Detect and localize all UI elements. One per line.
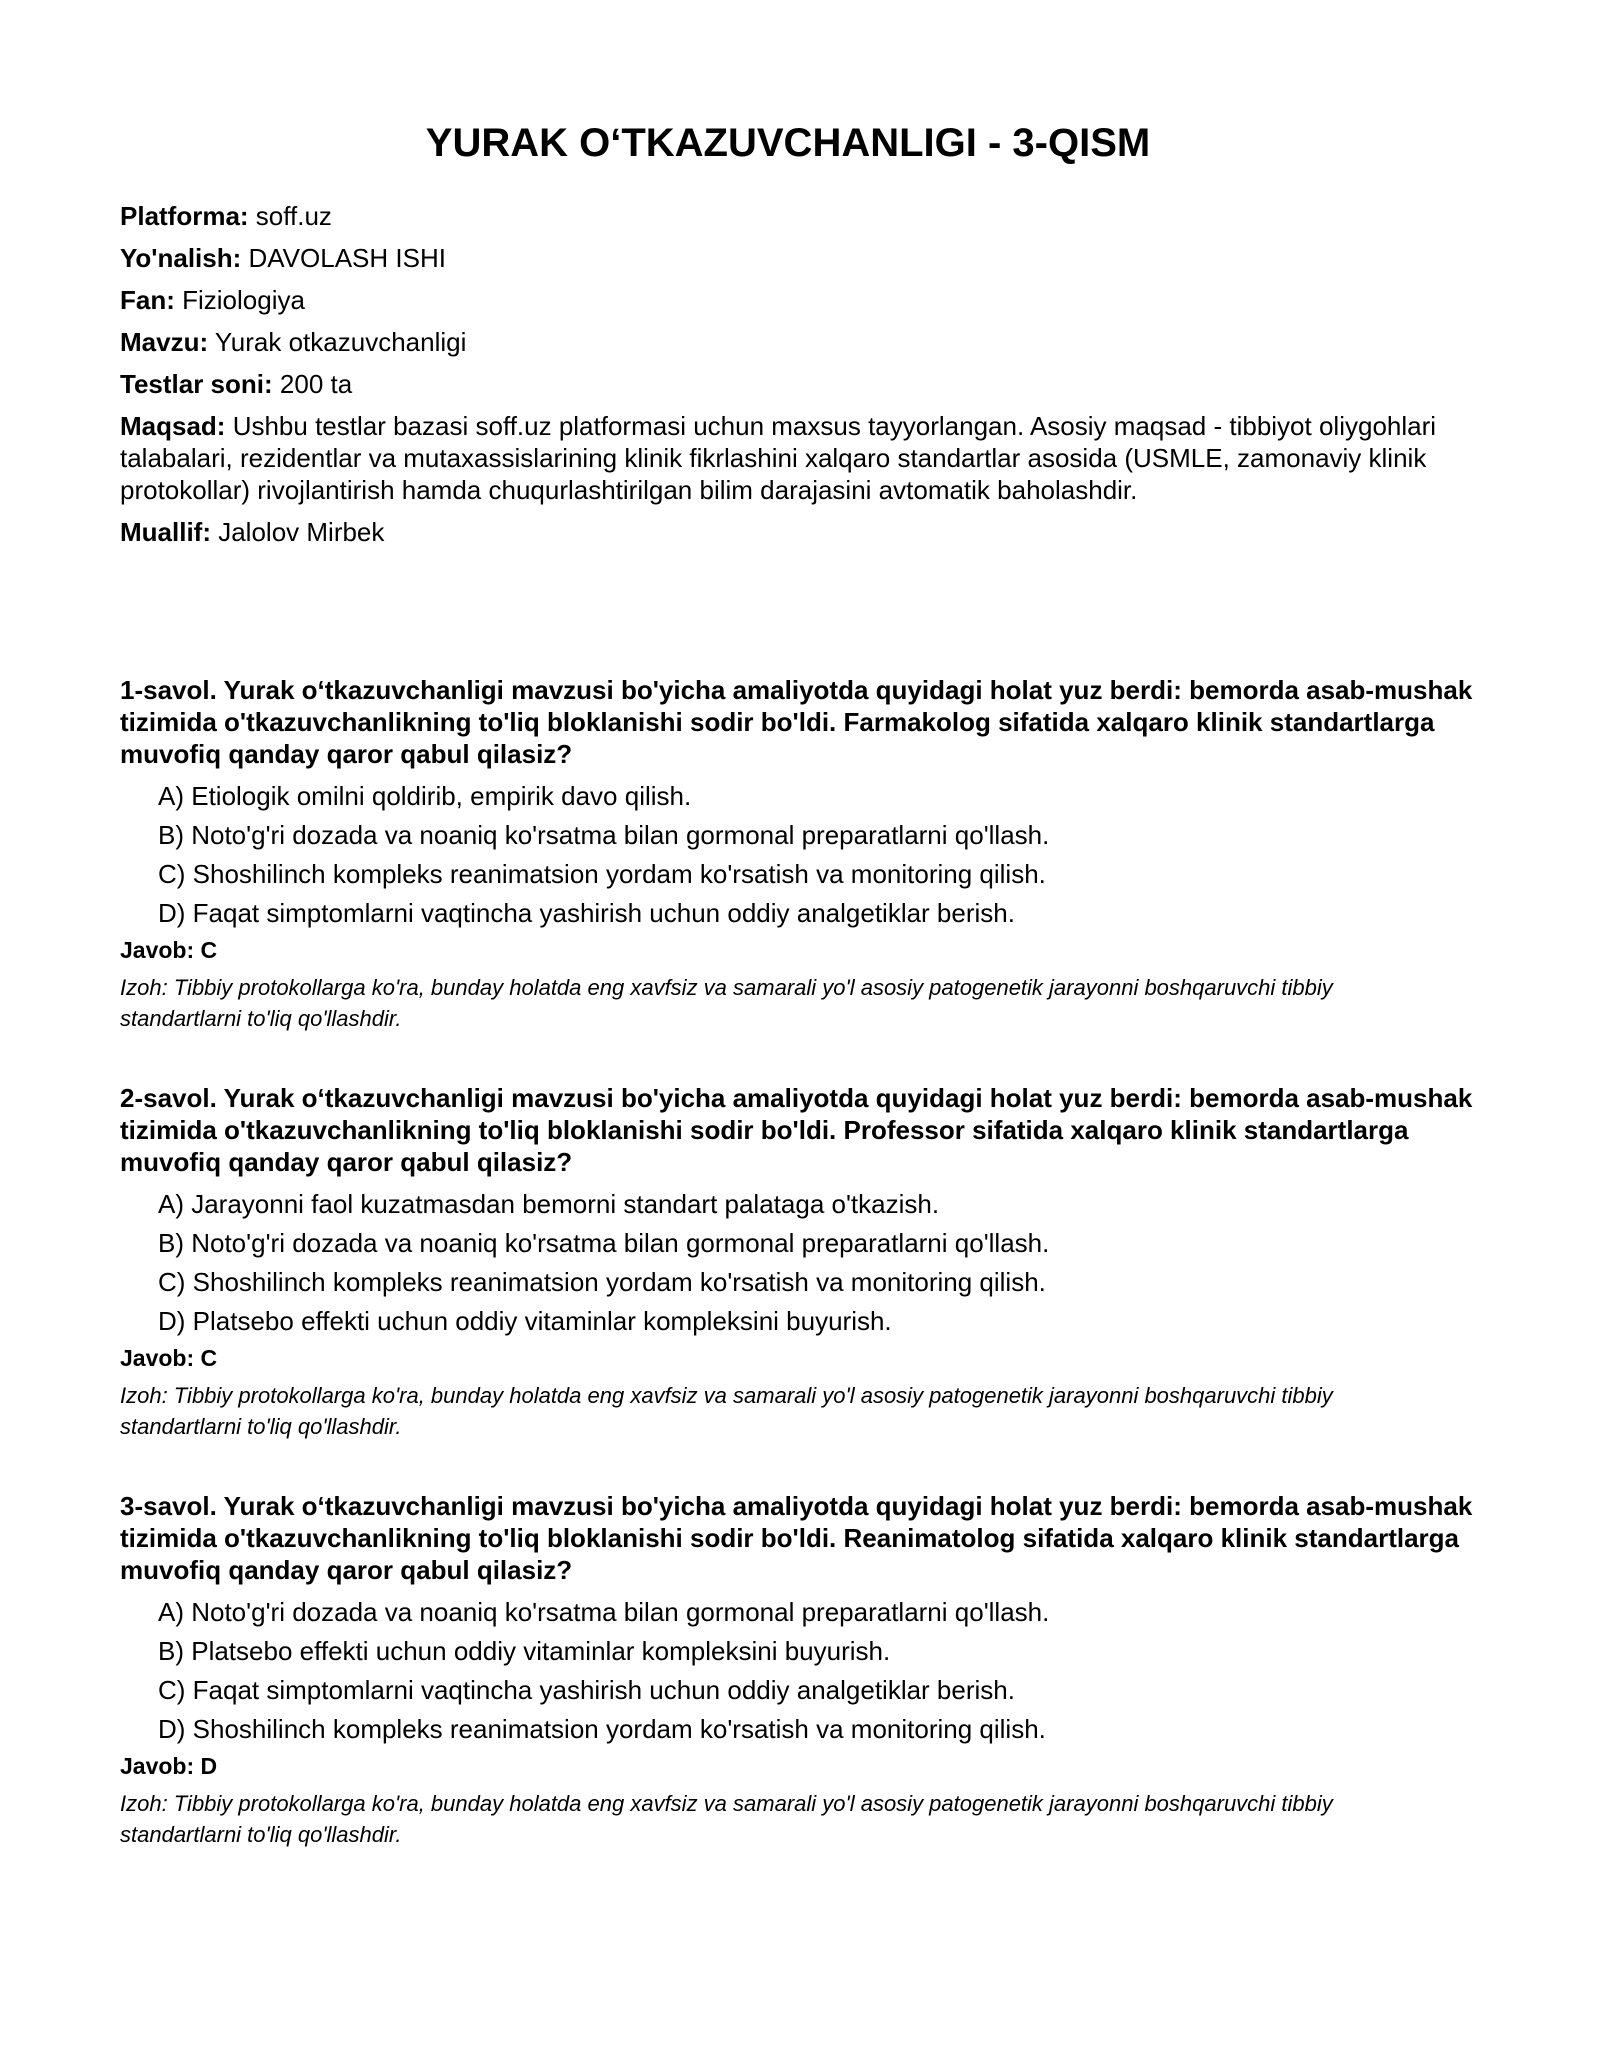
explanation-text: Izoh: Tibbiy protokollarga ko'ra, bunday holatda eng xavfsiz va samarali yo'l asosiy patogenetik jarayonni boshqaruvchi tibbiy standartlarni to'liq qo'llashdir. <box>120 975 1333 1031</box>
meta-muallif <box>120 516 1460 548</box>
meta-key: Platforma: <box>120 201 249 231</box>
explanation-text: Izoh: Tibbiy protokollarga ko'ra, bunday holatda eng xavfsiz va samarali yo'l asosiy patogenetik jarayonni boshqaruvchi tibbiy standartlarni to'liq qo'llashdir. <box>120 1791 1333 1847</box>
question-text: 2-savol. Yurak o‘tkazuvchanligi mavzusi bo'yicha amaliyotda quyidagi holat yuz berdi: bemorda asab-mushak tizimida o'tkazuvchanlikning to'liq bloklanishi sodir bo'ldi. Professor sifatida xalqaro klinik standartlarga muvofiq qanday qaror qabul qilasiz? <box>120 1083 1473 1177</box>
option-c: C) Shoshilinch kompleks reanimatsion yordam ko'rsatish va monitoring qilish. <box>158 1267 1046 1297</box>
meta-platforma <box>120 200 1460 232</box>
meta-key: Fan: <box>120 285 175 315</box>
meta-mavzu <box>120 326 1460 358</box>
meta-value: Jalolov Mirbek <box>211 517 385 547</box>
meta-key: Mavzu: <box>120 327 209 357</box>
meta-yonalish <box>120 242 1460 274</box>
meta-value: DAVOLASH ISHI <box>241 243 446 273</box>
meta-value: Yurak otkazuvchanligi <box>208 327 467 357</box>
question-text: 3-savol. Yurak o‘tkazuvchanligi mavzusi bo'yicha amaliyotda quyidagi holat yuz berdi: bemorda asab-mushak tizimida o'tkazuvchanlikning to'liq bloklanishi sodir bo'ldi. Reanimatolog sifatida xalqaro klinik standartlarga muvofiq qanday qaror qabul qilasiz? <box>120 1491 1473 1585</box>
option-a: A) Jarayonni faol kuzatmasdan bemorni standart palataga o'tkazish. <box>158 1189 940 1219</box>
meta-key: Testlar soni: <box>120 369 273 399</box>
meta-key: Muallif: <box>120 517 211 547</box>
option-b: B) Noto'g'ri dozada va noaniq ko'rsatma bilan gormonal preparatlarni qo'llash. <box>158 1228 1050 1258</box>
meta-value: Fiziologiya <box>174 285 305 315</box>
options-list <box>120 1188 1480 1337</box>
options-list <box>120 780 1480 929</box>
option-a: A) Etiologik omilni qoldirib, empirik davo qilish. <box>158 781 692 811</box>
option-c: C) Faqat simptomlarni vaqtincha yashirish uchun oddiy analgetiklar berish. <box>158 1675 1015 1705</box>
document-meta <box>120 200 1460 558</box>
question-text: 1-savol. Yurak o‘tkazuvchanligi mavzusi bo'yicha amaliyotda quyidagi holat yuz berdi: bemorda asab-mushak tizimida o'tkazuvchanlikning to'liq bloklanishi sodir bo'ldi. Farmakolog sifatida xalqaro klinik standartlarga muvofiq qanday qaror qabul qilasiz? <box>120 675 1473 769</box>
meta-key: Yo'nalish: <box>120 243 242 273</box>
answer-label: Javob: D <box>120 1753 218 1779</box>
option-d: D) Faqat simptomlarni vaqtincha yashirish uchun oddiy analgetiklar berish. <box>158 898 1015 928</box>
meta-testlar-soni <box>120 368 1460 400</box>
question-3 <box>120 1490 1480 1850</box>
page-title: YURAK O‘TKAZUVCHANLIGI - 3-QISM <box>425 121 1151 165</box>
option-b: B) Noto'g'ri dozada va noaniq ko'rsatma bilan gormonal preparatlarni qo'llash. <box>158 820 1050 850</box>
option-b: B) Platsebo effekti uchun oddiy vitaminlar kompleksini buyurish. <box>158 1636 891 1666</box>
meta-value: soff.uz <box>248 201 332 231</box>
option-d: D) Platsebo effekti uchun oddiy vitaminlar kompleksini buyurish. <box>158 1306 892 1336</box>
question-2 <box>120 1082 1480 1442</box>
option-a: A) Noto'g'ri dozada va noaniq ko'rsatma bilan gormonal preparatlarni qo'llash. <box>158 1597 1050 1627</box>
meta-maqsad <box>120 410 1460 506</box>
meta-value: Ushbu testlar bazasi soff.uz platformasi uchun maxsus tayyorlangan. Asosiy maqsad - tibbiyot oliygohlari talabalari, rezidentlar va mutaxassislarining klinik fikrlashini xalqaro standartlar asosida (USMLE, zamonaviy klinik protokollar) rivojlantirish hamda chuqurlashtirilgan bilim darajasini avtomatik baholashdir. <box>120 411 1437 505</box>
meta-key: Maqsad: <box>120 411 226 441</box>
meta-value: 200 ta <box>272 369 353 399</box>
answer-label: Javob: C <box>120 1345 218 1371</box>
option-c: C) Shoshilinch kompleks reanimatsion yordam ko'rsatish va monitoring qilish. <box>158 859 1046 889</box>
explanation-text: Izoh: Tibbiy protokollarga ko'ra, bunday holatda eng xavfsiz va samarali yo'l asosiy patogenetik jarayonni boshqaruvchi tibbiy standartlarni to'liq qo'llashdir. <box>120 1383 1333 1439</box>
meta-fan <box>120 284 1460 316</box>
question-1 <box>120 674 1480 1034</box>
options-list <box>120 1596 1480 1745</box>
answer-label: Javob: C <box>120 937 218 963</box>
option-d: D) Shoshilinch kompleks reanimatsion yordam ko'rsatish va monitoring qilish. <box>158 1714 1046 1744</box>
